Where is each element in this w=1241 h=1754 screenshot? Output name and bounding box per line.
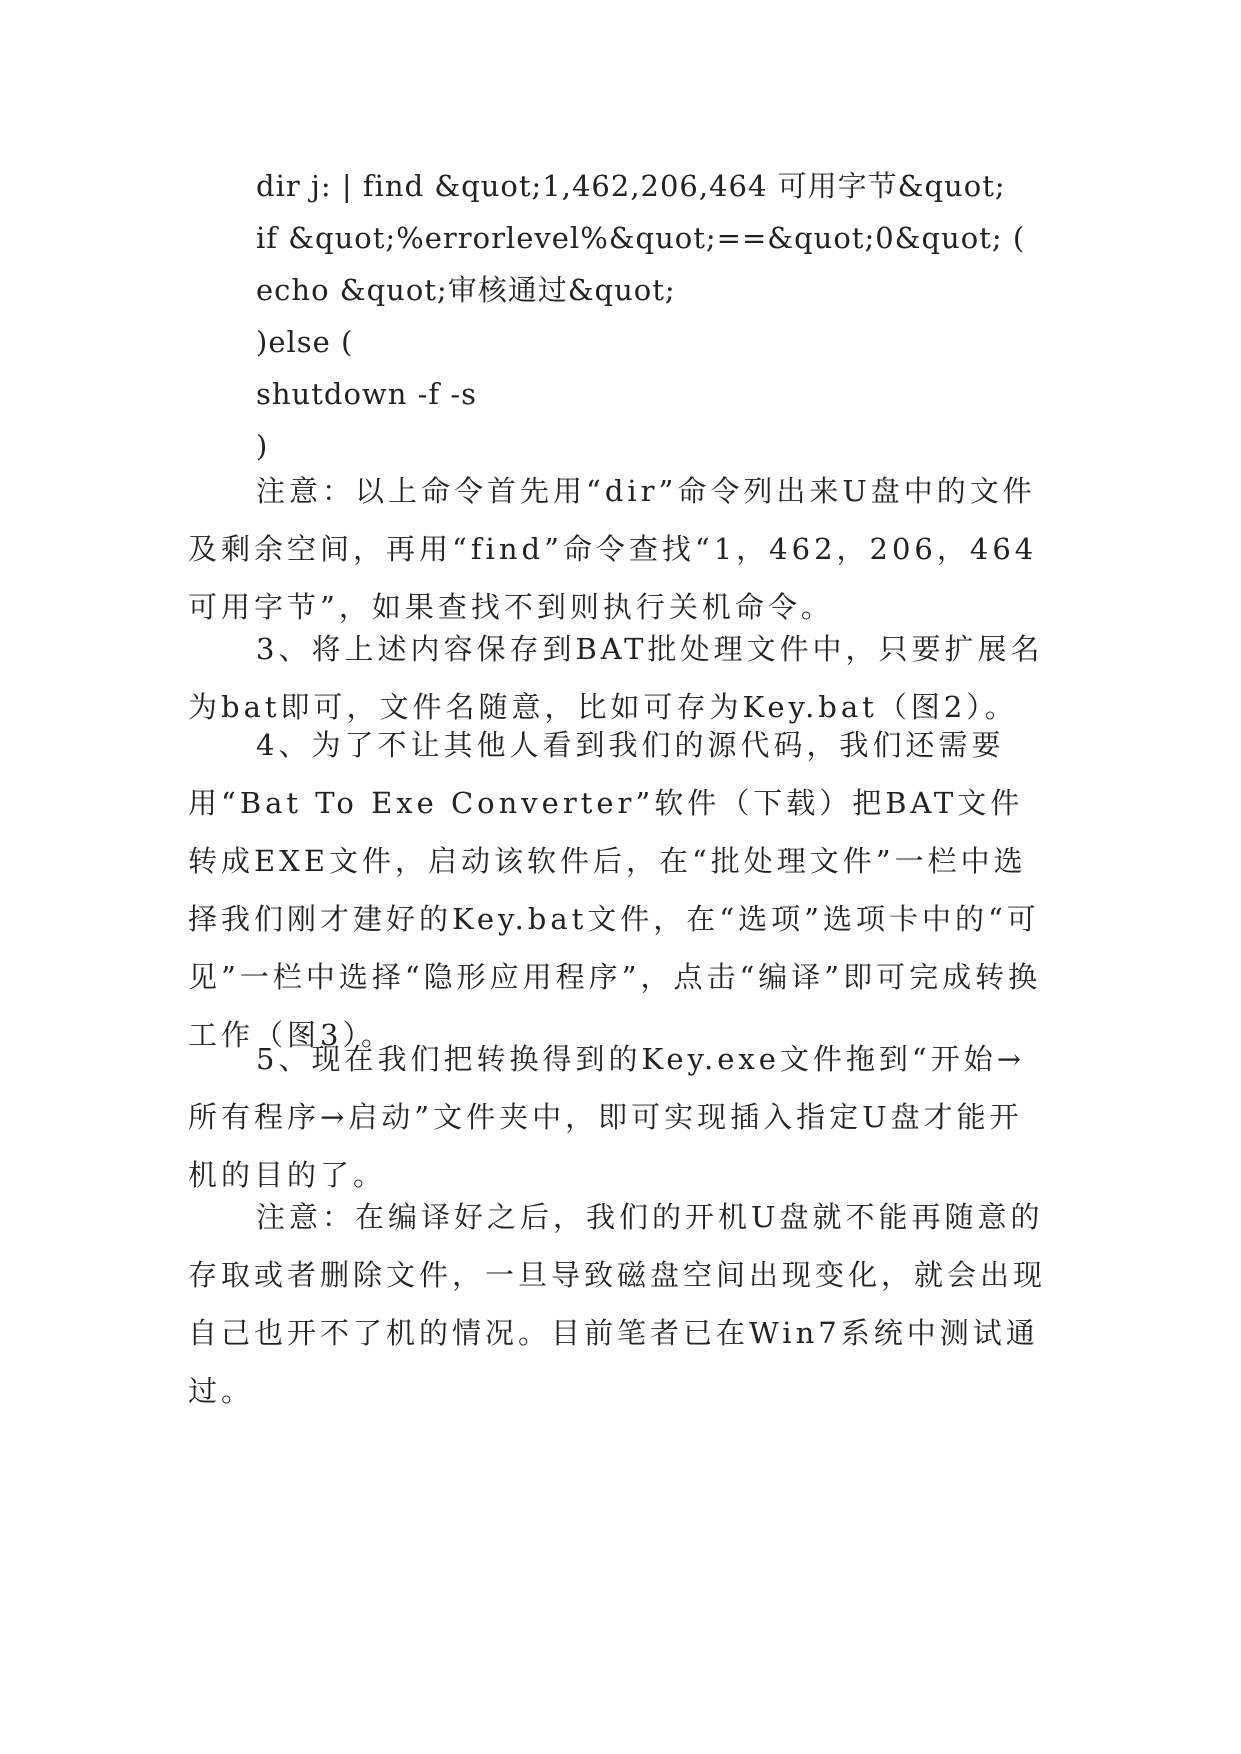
paragraph-step-3: 3、将上述内容保存到BAT批处理文件中，只要扩展名为bat即可，文件名随意，比如可存为Key.bat（图2）。 bbox=[188, 632, 1044, 724]
paragraph-step-4: 4、为了不让其他人看到我们的源代码，我们还需要用“Bat To Exe Converter”软件（下载）把BAT文件转成EXE文件，启动该软件后，在“批处理文件”一栏中选择我们刚才建好的Key.bat文件，在“选项”选项卡中的“可见”一栏中选择“隐形应用程序”，点击“编译”即可完成转换工作（图3）。 bbox=[188, 728, 1042, 1052]
code-line: shutdown -f -s bbox=[256, 377, 478, 411]
code-line: echo &quot;审核通过&quot; bbox=[256, 273, 676, 307]
code-line: dir j: | find &quot;1,462,206,464 可用字节&quot; bbox=[256, 169, 1006, 203]
code-line: if &quot;%errorlevel%&quot;==&quot;0&quot; ( bbox=[256, 221, 1026, 255]
paragraph-note-1: 注意：以上命令首先用“dir”命令列出来U盘中的文件及剩余空间，再用“find”命令查找“1，462，206，464可用字节”，如果查找不到则执行关机命令。 bbox=[188, 474, 1038, 624]
paragraph-step-5: 5、现在我们把转换得到的Key.exe文件拖到“开始→所有程序→启动”文件夹中，即可实现插入指定U盘才能开机的目的了。 bbox=[188, 1042, 1026, 1192]
paragraph-note-2: 注意：在编译好之后，我们的开机U盘就不能再随意的存取或者删除文件，一旦导致磁盘空间出现变化，就会出现自己也开不了机的情况。目前笔者已在Win7系统中测试通过。 bbox=[188, 1200, 1047, 1408]
code-line: )else ( bbox=[256, 325, 354, 359]
code-line: ) bbox=[256, 429, 269, 463]
